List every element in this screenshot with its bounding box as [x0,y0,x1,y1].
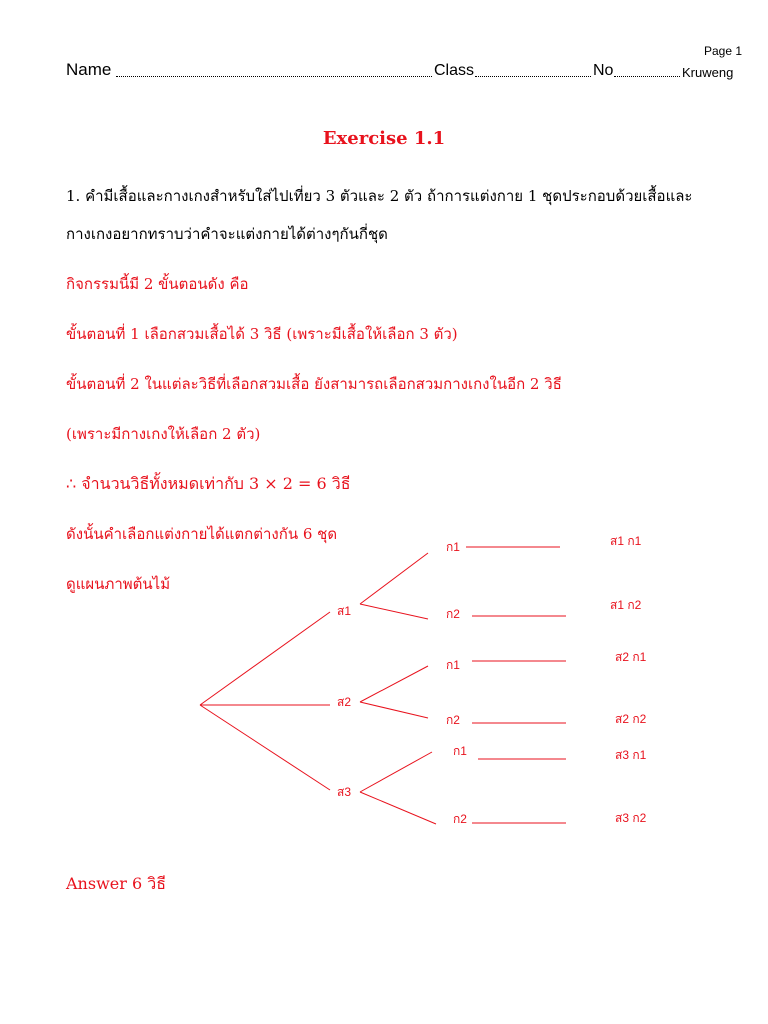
branch-shirt-1-pants-1 [360,553,428,604]
class-label: Class [434,62,475,79]
question-line-1: 1. คำมีเสื้อและกางเกงสำหรับใส่ไปเที่ยว 3 ตัวและ 2 ตัว ถ้าการแต่งกาย 1 ชุดประกอบด้วยเสื้อและ [66,187,693,205]
outcome-label-6: ส3 ก2 [615,811,647,825]
pants-label-s3-1: ก1 [453,744,467,758]
branch-root-shirt-1 [200,612,330,705]
name-label: Name [66,60,112,79]
branch-root-shirt-3 [200,705,330,790]
solution-line-5: ∴ จำนวนวิธีทั้งหมดเท่ากับ 3 × 2 = 6 วิธี [66,474,351,493]
solution-line-2: ขั้นตอนที่ 1 เลือกสวมเสื้อได้ 3 วิธี (เพราะมีเสื้อให้เลือก 3 ตัว) [66,325,458,343]
solution-line-6: ดังนั้นคำเลือกแต่งกายได้แตกต่างกัน 6 ชุด [66,525,338,543]
pants-label-s2-2: ก2 [446,713,460,727]
branch-shirt-2-pants-2 [360,702,428,718]
branch-shirt-3-pants-1 [360,752,432,792]
outcome-label-3: ส2 ก1 [615,650,647,664]
solution-line-1: กิจกรรมนี้มี 2 ขั้นตอนดัง คือ [66,275,249,293]
branch-shirt-1-pants-2 [360,604,428,619]
outcome-label-5: ส3 ก1 [615,748,647,762]
page-number: Page 1 [704,44,743,58]
branch-shirt-2-pants-1 [360,666,428,702]
shirt-label-1: ส1 [337,604,351,618]
shirt-label-2: ส2 [337,695,351,709]
tree-branches [200,547,566,824]
solution-line-4: (เพราะมีกางเกงให้เลือก 2 ตัว) [66,425,261,443]
solution-line-3: ขั้นตอนที่ 2 ในแต่ละวิธีที่เลือกสวมเสื้อ ยังสามารถเลือกสวมกางเกงในอีก 2 วิธี [66,375,562,393]
answer-text: Answer 6 วิธี [66,874,166,893]
exercise-title: Exercise 1.1 [322,128,446,149]
branch-shirt-3-pants-2 [360,792,436,824]
outcome-label-2: ส1 ก2 [610,598,642,612]
pants-label-s2-1: ก1 [446,658,460,672]
question-line-2: กางเกงอยากทราบว่าคำจะแต่งกายได้ต่างๆกันกี่ชุด [66,225,388,243]
shirt-label-3: ส3 [337,785,351,799]
no-label: No [593,62,614,79]
outcome-label-1: ส1 ก1 [610,534,642,548]
pants-label-s1-2: ก2 [446,607,460,621]
solution-line-7: ดูแผนภาพต้นไม้ [66,575,171,593]
author-label: Kruweng [682,65,734,80]
outcome-label-4: ส2 ก2 [615,712,647,726]
pants-label-s3-2: ก2 [453,812,467,826]
pants-label-s1-1: ก1 [446,540,460,554]
